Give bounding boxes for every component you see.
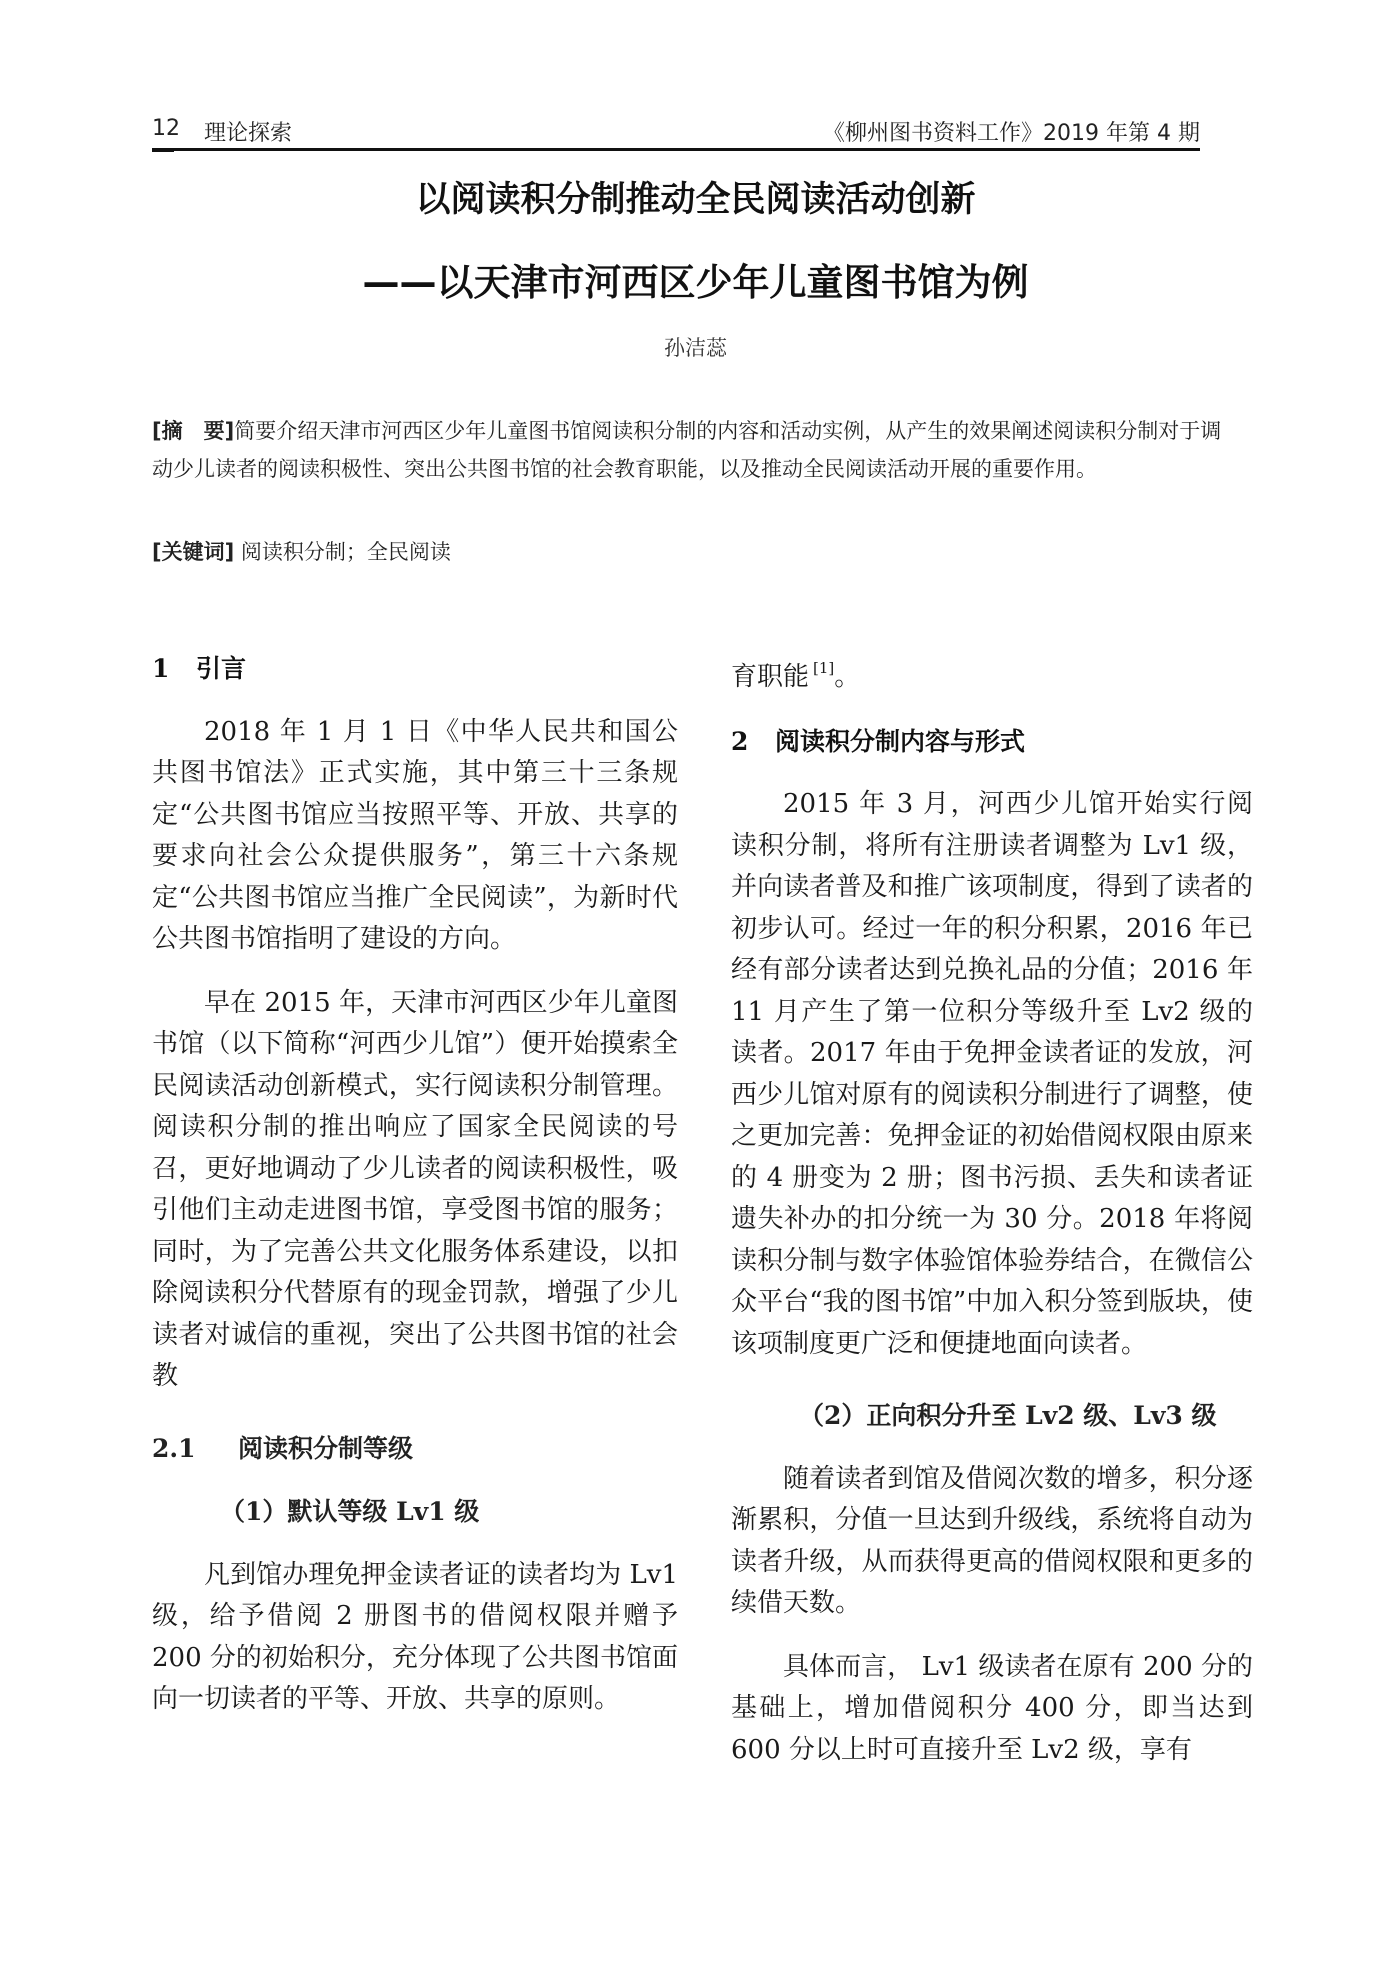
page-number-underline: [152, 150, 174, 152]
running-header: [152, 112, 1200, 151]
journal-issue: 《柳州图书资料工作》2019 年第 4 期: [823, 121, 1200, 146]
left-column: [152, 648, 678, 1721]
section-title: 引言: [196, 654, 247, 683]
right-column: [731, 648, 1253, 1771]
keywords-text: 阅读积分制；全民阅读: [234, 540, 451, 564]
subheading-level-2: （2）正向积分升至 Lv2 级、Lv3 级: [799, 1401, 1217, 1430]
paragraph: 2018 年 1 月 1 日《中华人民共和国公共图书馆法》正式实施，其中第三十三条规定“公共图书馆应当按照平等、开放、共享的要求向社会公众提供服务”，第三十六条规定“公共图书馆应当推广全民阅读”，为新时代公共图书馆指明了建设的方向。: [152, 716, 678, 954]
section-number: 1: [152, 654, 170, 683]
abstract: [152, 412, 1222, 488]
subsection-number: 2.1: [152, 1433, 196, 1463]
article-title: 以阅读积分制推动全民阅读活动创新: [415, 180, 976, 220]
abstract-label: [摘 要]: [152, 419, 235, 443]
paragraph: 具体而言， Lv1 级读者在原有 200 分的基础上，增加借阅积分 400 分，即当达到 600 分以上时可直接升至 Lv2 级，享有: [731, 1651, 1253, 1765]
header-section-name: 理论探索: [204, 121, 293, 146]
author-name: 孙洁蕊: [664, 336, 727, 360]
continued-text-end: 。: [834, 662, 861, 692]
article-subtitle: ——以天津市河西区少年儿童图书馆为例: [362, 261, 1029, 304]
section-heading-1: [152, 648, 678, 690]
page-number: 12: [152, 116, 180, 141]
section-heading-2: [731, 721, 1253, 763]
paragraph-continuation: [731, 648, 1253, 699]
subsection-title: 阅读积分制等级: [238, 1433, 414, 1463]
keywords-label: [关键词]: [152, 540, 235, 564]
subheading-level-1: （1）默认等级 Lv1 级: [220, 1497, 480, 1526]
section-number: 2: [731, 726, 749, 756]
continued-text: 育职能: [731, 662, 810, 692]
abstract-text: 简要介绍天津市河西区少年儿童图书馆阅读积分制的内容和活动实例，从产生的效果阐述阅读积分制对于调动少儿读者的阅读积极性、突出公共图书馆的社会教育职能，以及推动全民阅读活动开展的重要作用。: [152, 419, 1222, 481]
citation-reference[interactable]: [1]: [813, 659, 835, 677]
paragraph: 早在 2015 年，天津市河西区少年儿童图书馆（以下简称“河西少儿馆”）便开始摸索全民阅读活动创新模式，实行阅读积分制管理。阅读积分制的推出响应了国家全民阅读的号召，更好地调动了少儿读者的阅读积极性，吸引他们主动走进图书馆，享受图书馆的服务；同时，为了完善公共文化服务体系建设，以扣除阅读积分代替原有的现金罚款，增强了少儿读者对诚信的重视，突出了公共图书馆的社会教: [152, 987, 678, 1391]
subsection-heading-2-1: [152, 1428, 678, 1470]
paragraph: 2015 年 3 月，河西少儿馆开始实行阅读积分制，将所有注册读者调整为 Lv1 级，并向读者普及和推广该项制度，得到了读者的初步认可。经过一年的积分积累，2016 年已经有部分读者达到兑换礼品的分值；2016 年 11 月产生了第一位积分等级升至 Lv2 级的读者。2017 年由于免押金读者证的发放，河西少儿馆对原有的阅读积分制进行了调整，使之更加完善：免押金证的初始借阅权限由原来的 4 册变为 2 册；图书污损、丢失和读者证遗失补办的扣分统一为 30 分。2018 年将阅读积分制与数字体验馆体验券结合，在微信公众平台“我的图书馆”中加入积分签到版块，使该项制度更广泛和便捷地面向读者。: [731, 789, 1253, 1359]
section-title: 阅读积分制内容与形式: [775, 726, 1026, 756]
keywords: [152, 536, 1222, 566]
paragraph: 随着读者到馆及借阅次数的增多，积分逐渐累积，分值一旦达到升级线，系统将自动为读者升级，从而获得更高的借阅权限和更多的续借天数。: [731, 1463, 1253, 1618]
paragraph: 凡到馆办理免押金读者证的读者均为 Lv1 级，给予借阅 2 册图书的借阅权限并赠予 200 分的初始积分，充分体现了公共图书馆面向一切读者的平等、开放、共享的原则。: [152, 1559, 678, 1714]
